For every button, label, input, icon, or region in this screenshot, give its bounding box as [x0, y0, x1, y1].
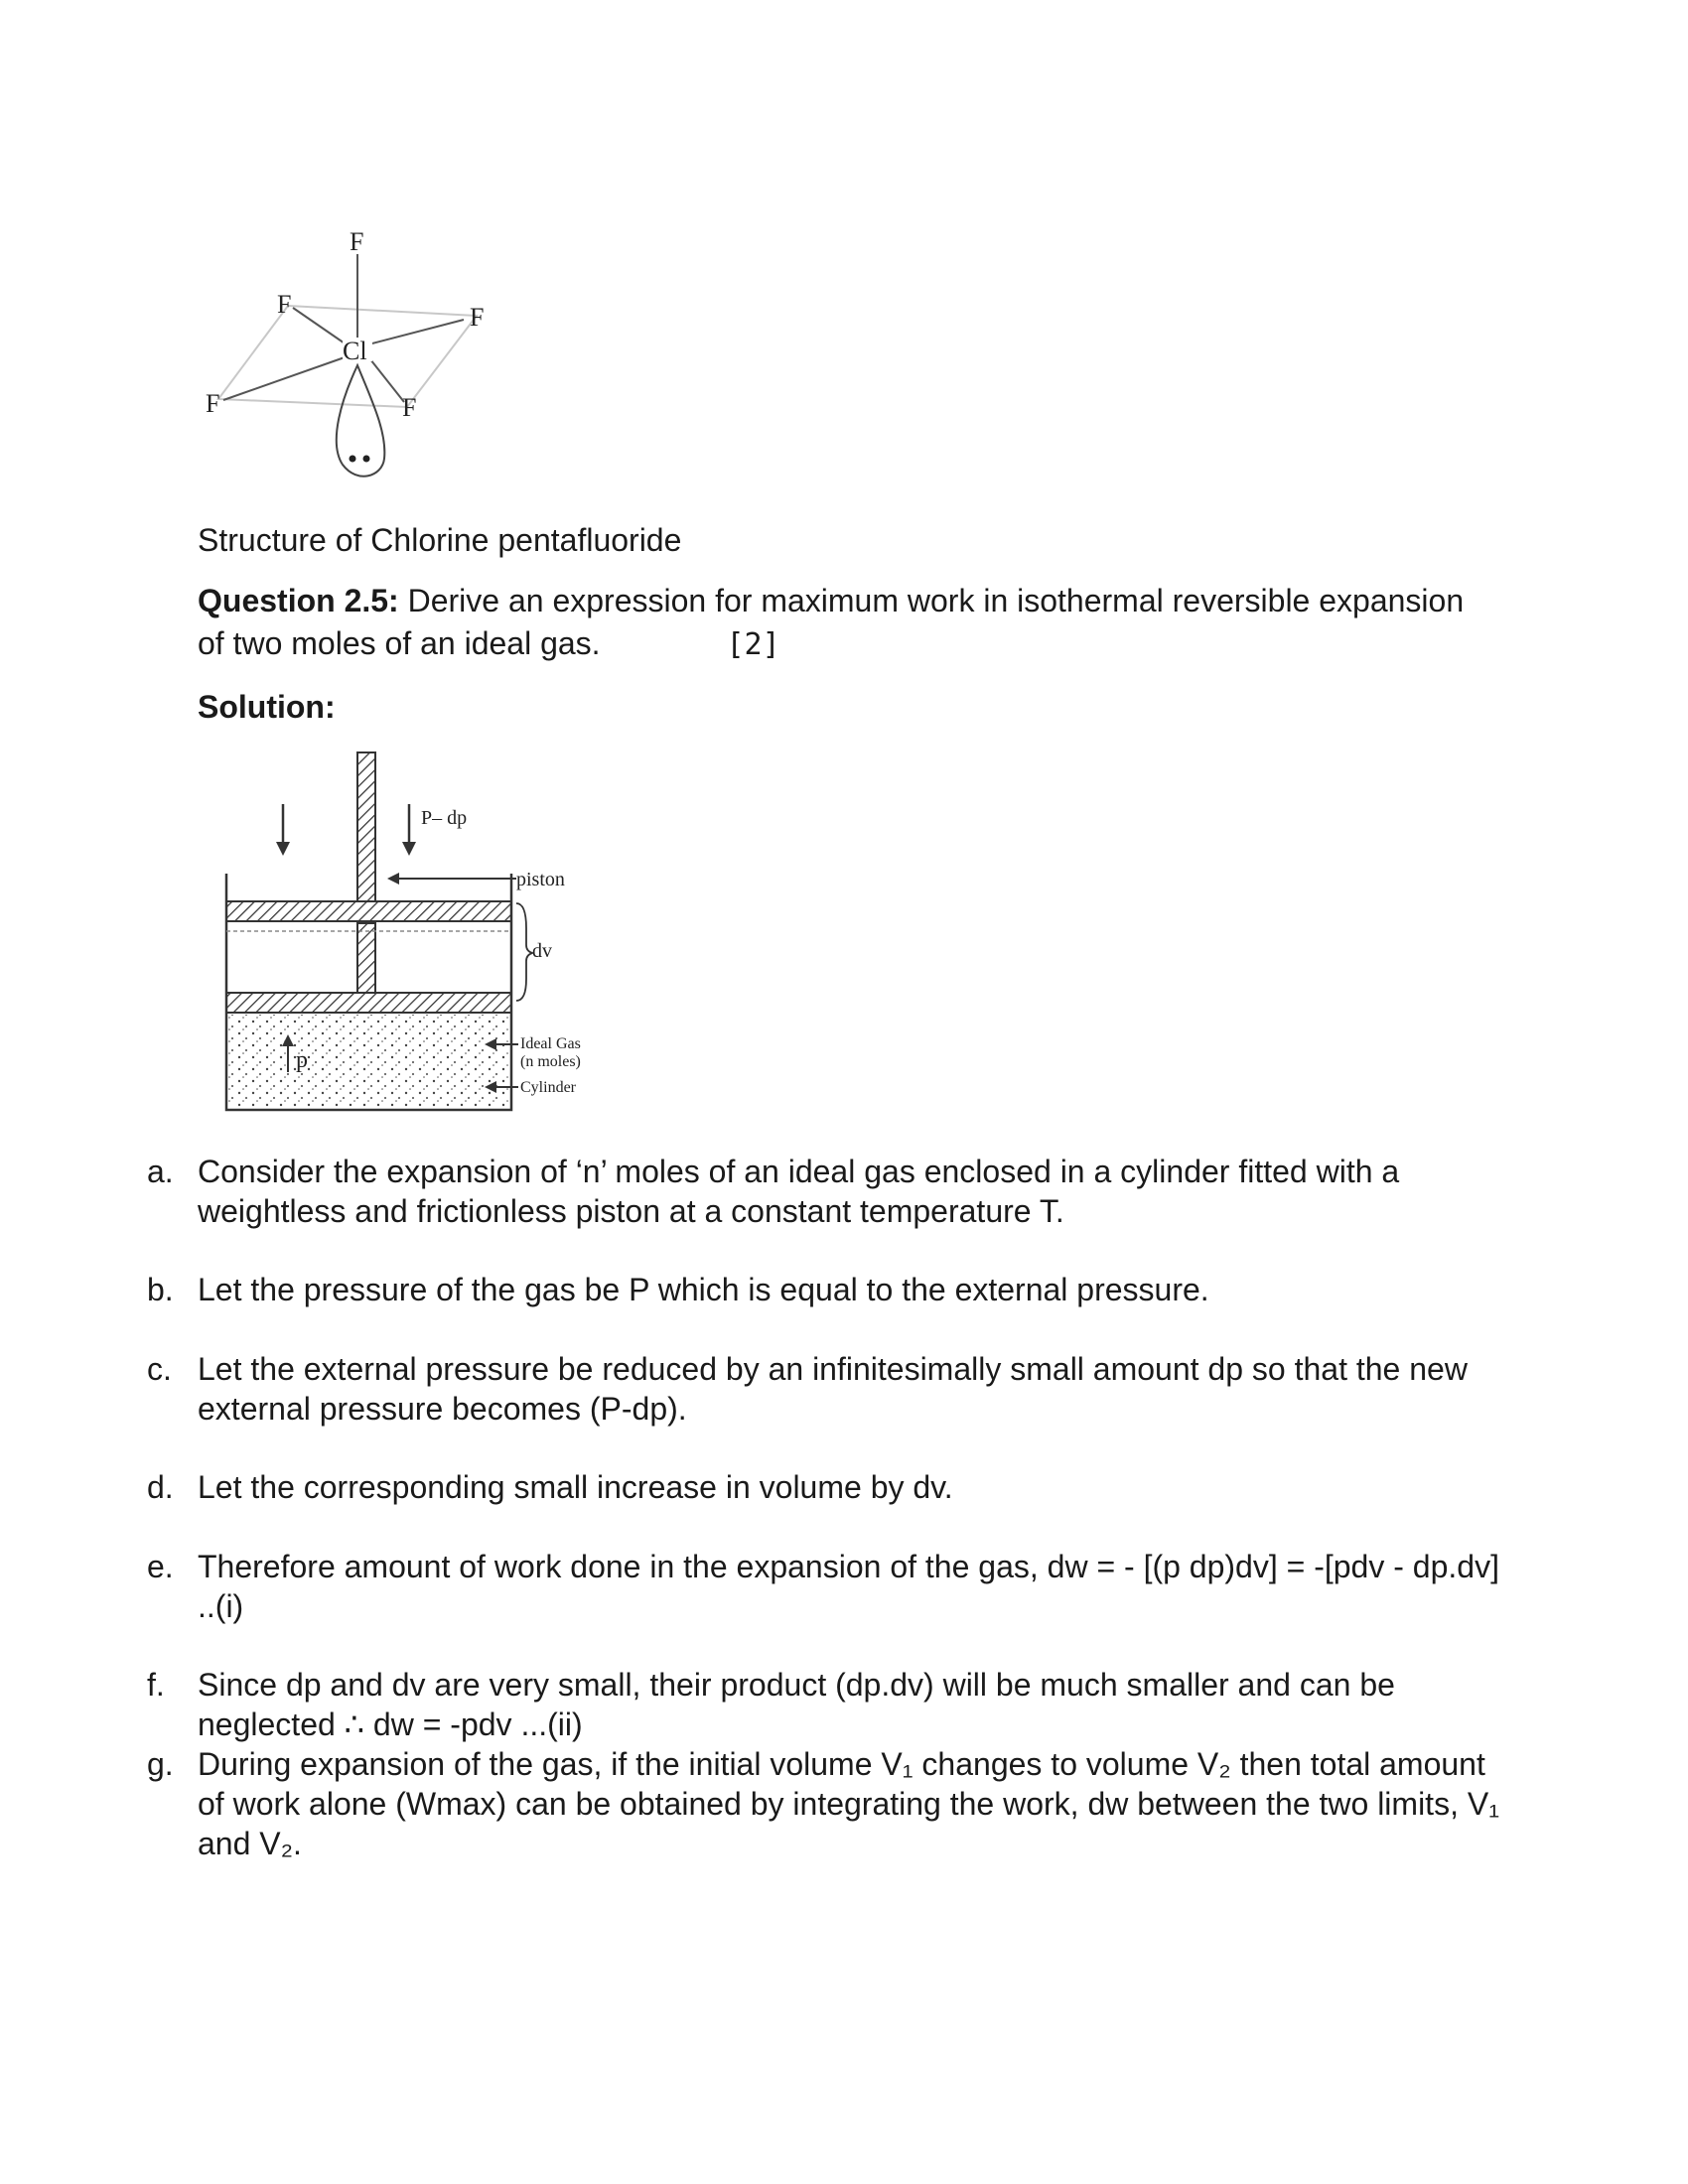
atom-cl-center: Cl: [343, 337, 367, 365]
question-block: [198, 580, 1488, 666]
atom-f-top: F: [350, 228, 364, 256]
step-label: b.: [147, 1272, 174, 1307]
step-text: Therefore amount of work done in the expansion of the gas, dw = - [(p dp)dv] = -[pdv - dp.dv] ..(i): [198, 1549, 1499, 1624]
chlorine-pentafluoride-structure: [194, 228, 511, 496]
piston-cylinder-diagram: [209, 745, 645, 1132]
step-text: Let the corresponding small increase in volume by dv.: [198, 1469, 953, 1505]
step-text: Let the pressure of the gas be P which is equal to the external pressure.: [198, 1272, 1209, 1307]
step-text: During expansion of the gas, if the initial volume V₁ changes to volume V₂ then total amount of work alone (Wmax) can be obtained by integrating the work, dw between the two limits, V₁ and V₂.: [198, 1746, 1499, 1861]
gas-pressure-label: p: [296, 1047, 308, 1073]
atom-f-left-front: F: [206, 389, 220, 418]
question-label: Question 2.5:: [198, 583, 399, 618]
list-item: [147, 1547, 1517, 1626]
n-moles-label: (n moles): [520, 1053, 581, 1070]
figure-caption: Structure of Chlorine pentafluoride: [198, 522, 682, 558]
step-label: a.: [147, 1154, 174, 1189]
step-label: f.: [147, 1667, 165, 1703]
list-item: [147, 1665, 1517, 1744]
atom-f-right-back: F: [470, 303, 485, 332]
step-text: Consider the expansion of ‘n’ moles of an ideal gas enclosed in a cylinder fitted with a weightless and frictionless piston at a constant temperature T.: [198, 1154, 1400, 1229]
cylinder-label: Cylinder: [520, 1079, 576, 1096]
question-text: Derive an expression for maximum work in isothermal reversible expansion of two moles of an ideal gas.: [198, 583, 1465, 661]
list-item: [147, 1270, 1517, 1309]
list-item: [147, 1349, 1517, 1429]
ideal-gas-label: Ideal Gas: [520, 1035, 581, 1052]
question-marks: [2]: [726, 627, 780, 662]
solution-label: Solution:: [198, 689, 336, 725]
step-text: Let the external pressure be reduced by an infinitesimally small amount dp so that the new external pressure becomes (P-dp).: [198, 1351, 1468, 1427]
atom-f-left-back: F: [277, 290, 292, 319]
piston-label: piston: [516, 869, 565, 890]
step-label: g.: [147, 1746, 174, 1782]
step-label: d.: [147, 1469, 174, 1505]
step-label: e.: [147, 1549, 174, 1584]
list-item: [147, 1467, 1517, 1507]
pressure-drop-label: P– dp: [421, 807, 468, 829]
list-item: [147, 1152, 1517, 1231]
step-label: c.: [147, 1351, 172, 1387]
atom-f-right-front: F: [402, 393, 417, 422]
dv-label: dv: [532, 940, 552, 962]
list-item: [147, 1744, 1517, 1863]
step-text: Since dp and dv are very small, their product (dp.dv) will be much smaller and can be neglected ∴ dw = -pdv ...(ii): [198, 1667, 1395, 1742]
